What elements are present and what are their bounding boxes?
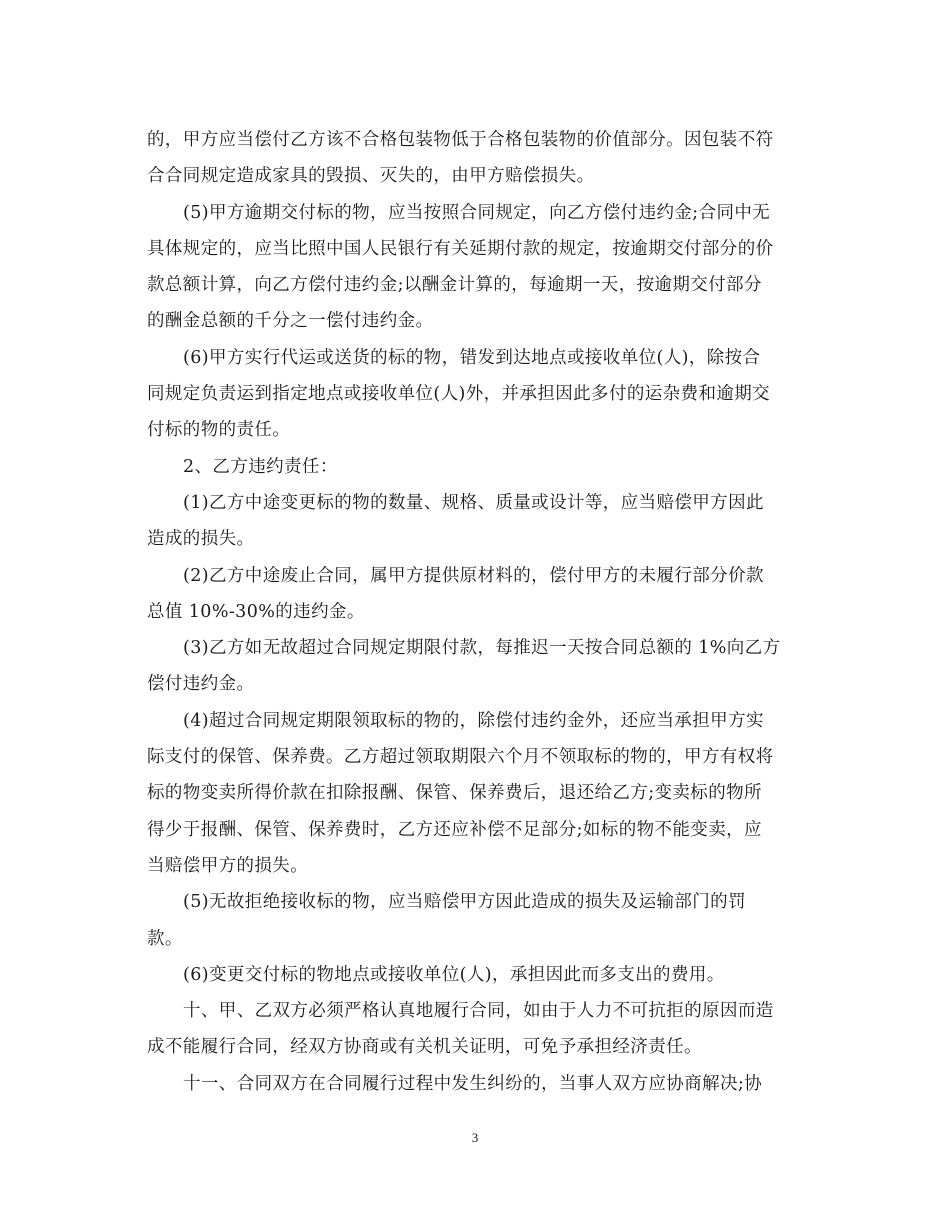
text-line: 十、甲、乙双方必须严格认真地履行合同，如由于人力不可抗拒的原因而造 — [183, 1001, 774, 1022]
text-line: 际支付的保管、保养费。乙方超过领取期限六个月不领取标的物的，甲方有权将 — [147, 747, 774, 768]
text-line: (5)甲方逾期交付标的物，应当按照合同规定，向乙方偿付违约金;合同中无 — [183, 202, 771, 223]
text-line: 偿付违约金。 — [147, 674, 255, 695]
text-line: 标的物变卖所得价款在扣除报酬、保管、保养费后，退还给乙方;变卖标的物所 — [147, 783, 762, 804]
text-line: (5)无故拒绝接收标的物，应当赔偿甲方因此造成的损失及运输部门的罚 — [183, 892, 746, 913]
text-line: 造成的损失。 — [147, 529, 255, 550]
text-line: 2、乙方违约责任： — [183, 456, 338, 477]
text-line: (3)乙方如无故超过合同规定期限付款，每推迟一天按合同总额的 1%向乙方 — [183, 638, 781, 659]
text-line: 总值 10%-30%的违约金。 — [147, 601, 365, 622]
text-line: 得少于报酬、保管、保养费时，乙方还应补偿不足部分;如标的物不能变卖，应 — [147, 819, 762, 840]
text-line: 的酬金总额的千分之一偿付违约金。 — [147, 311, 434, 332]
page-number: 3 — [471, 1130, 479, 1145]
text-line: (6)变更交付标的物地点或接收单位(人)，承担因此而多支出的费用。 — [183, 964, 725, 985]
text-line: (4)超过合同规定期限领取标的物的，除偿付违约金外，还应当承担甲方实 — [183, 710, 764, 731]
text-line: 款。 — [147, 928, 183, 949]
text-line: (2)乙方中途废止合同，属甲方提供原材料的，偿付甲方的未履行部分价款 — [183, 565, 764, 586]
text-line: (1)乙方中途变更标的物的数量、规格、质量或设计等，应当赔偿甲方因此 — [183, 492, 764, 513]
text-line: 具体规定的，应当比照中国人民银行有关延期付款的规定，按逾期交付部分的价 — [147, 238, 774, 259]
text-line: 同规定负责运到指定地点或接收单位(人)外，并承担因此多付的运杂费和逾期交 — [147, 384, 771, 405]
document-body — [147, 122, 807, 1102]
text-line: 当赔偿甲方的损失。 — [147, 855, 309, 876]
text-line: 合合同规定造成家具的毁损、灭失的，由甲方赔偿损失。 — [147, 166, 595, 187]
text-line: 款总额计算，向乙方偿付违约金;以酬金计算的，每逾期一天，按逾期交付部分 — [147, 275, 762, 296]
text-line: 的，甲方应当偿付乙方该不合格包装物低于合格包装物的价值部分。因包装不符 — [147, 130, 774, 150]
text-line: 十一、合同双方在合同履行过程中发生纠纷的，当事人双方应协商解决;协 — [183, 1073, 763, 1094]
text-line: 成不能履行合同，经双方协商或有关机关证明，可免予承担经济责任。 — [147, 1037, 702, 1058]
text-line: 付标的物的责任。 — [147, 420, 291, 441]
text-line: (6)甲方实行代运或送货的标的物，错发到达地点或接收单位(人)，除按合 — [183, 347, 761, 368]
